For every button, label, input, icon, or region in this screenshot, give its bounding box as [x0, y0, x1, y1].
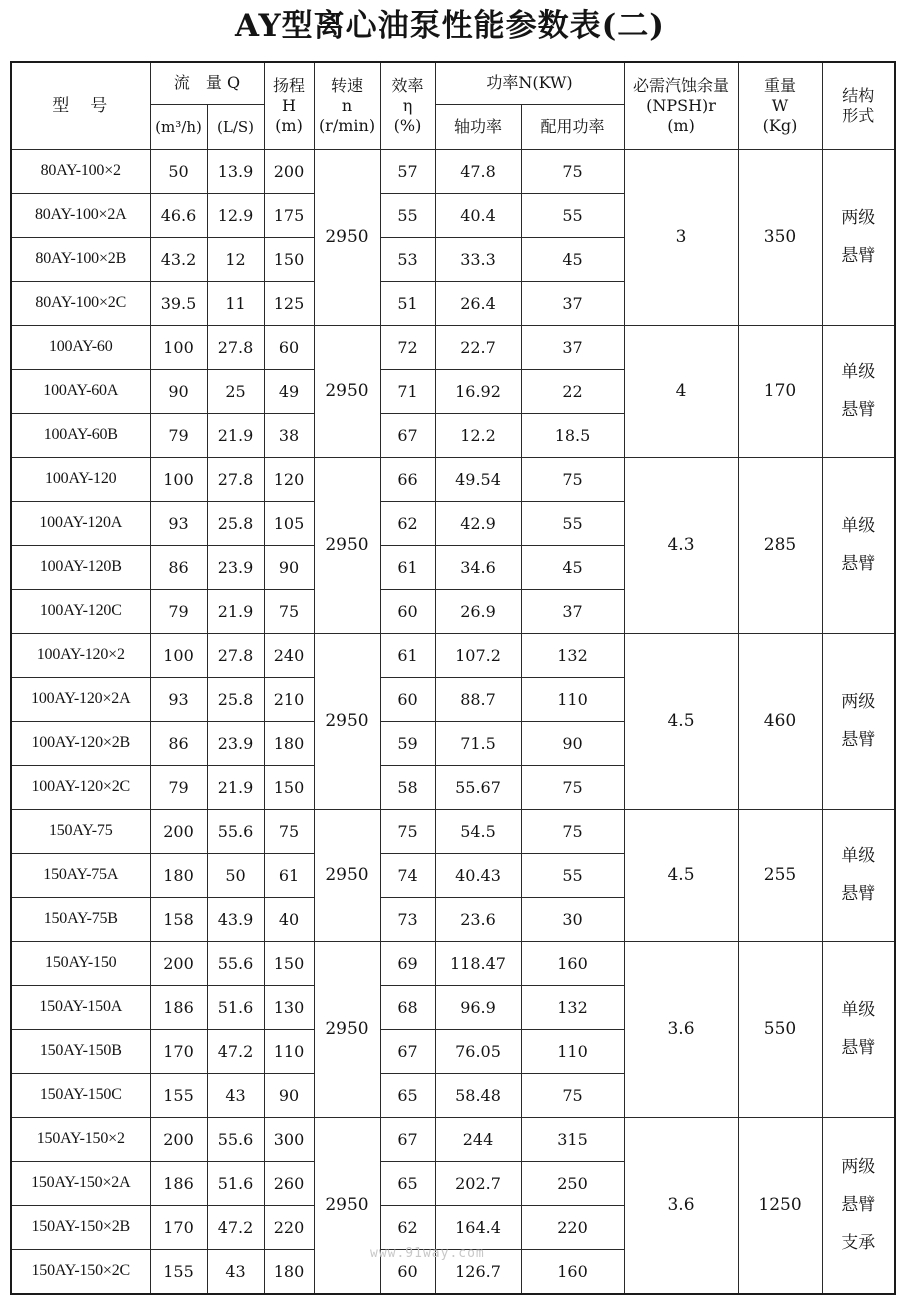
cell-npsh: 4.5 [624, 809, 738, 941]
cell-shaft-power: 126.7 [435, 1249, 521, 1294]
cell-structure [822, 1117, 895, 1294]
cell-efficiency: 57 [380, 149, 435, 193]
cell-flow-m3h: 200 [150, 941, 207, 985]
cell-motor-power: 37 [521, 325, 624, 369]
cell-weight: 350 [738, 149, 822, 325]
cell-head: 90 [264, 545, 314, 589]
cell-head: 49 [264, 369, 314, 413]
cell-head: 175 [264, 193, 314, 237]
cell-motor-power: 45 [521, 545, 624, 589]
cell-head: 40 [264, 897, 314, 941]
cell-motor-power: 75 [521, 149, 624, 193]
cell-model: 150AY-150 [11, 941, 150, 985]
cell-flow-m3h: 79 [150, 589, 207, 633]
cell-shaft-power: 71.5 [435, 721, 521, 765]
cell-motor-power: 90 [521, 721, 624, 765]
cell-flow-m3h: 39.5 [150, 281, 207, 325]
cell-motor-power: 37 [521, 589, 624, 633]
cell-flow-ls: 21.9 [207, 413, 264, 457]
cell-flow-m3h: 93 [150, 677, 207, 721]
cell-flow-m3h: 170 [150, 1029, 207, 1073]
structure-line: 悬臂 [841, 246, 876, 266]
cell-motor-power: 37 [521, 281, 624, 325]
cell-efficiency: 51 [380, 281, 435, 325]
cell-head: 150 [264, 941, 314, 985]
cell-flow-ls: 55.6 [207, 941, 264, 985]
cell-shaft-power: 54.5 [435, 809, 521, 853]
cell-flow-ls: 50 [207, 853, 264, 897]
cell-model: 150AY-75B [11, 897, 150, 941]
cell-flow-ls: 43 [207, 1249, 264, 1294]
table-row [11, 325, 895, 369]
cell-flow-m3h: 86 [150, 721, 207, 765]
cell-head: 120 [264, 457, 314, 501]
cell-flow-m3h: 180 [150, 853, 207, 897]
cell-efficiency: 73 [380, 897, 435, 941]
cell-efficiency: 62 [380, 1205, 435, 1249]
cell-flow-ls: 11 [207, 281, 264, 325]
cell-model: 150AY-75 [11, 809, 150, 853]
cell-flow-m3h: 50 [150, 149, 207, 193]
cell-flow-m3h: 200 [150, 1117, 207, 1161]
cell-model: 100AY-120A [11, 501, 150, 545]
cell-head: 200 [264, 149, 314, 193]
cell-flow-ls: 27.8 [207, 633, 264, 677]
cell-efficiency: 67 [380, 1029, 435, 1073]
cell-shaft-power: 58.48 [435, 1073, 521, 1117]
cell-head: 75 [264, 809, 314, 853]
cell-motor-power: 55 [521, 501, 624, 545]
table-row [11, 1117, 895, 1161]
cell-model: 100AY-120 [11, 457, 150, 501]
cell-head: 125 [264, 281, 314, 325]
cell-weight: 550 [738, 941, 822, 1117]
cell-speed: 2950 [314, 809, 380, 941]
cell-model: 100AY-120×2B [11, 721, 150, 765]
cell-flow-ls: 51.6 [207, 985, 264, 1029]
cell-shaft-power: 40.43 [435, 853, 521, 897]
cell-motor-power: 250 [521, 1161, 624, 1205]
cell-head: 220 [264, 1205, 314, 1249]
cell-flow-m3h: 100 [150, 457, 207, 501]
cell-motor-power: 75 [521, 809, 624, 853]
cell-shaft-power: 55.67 [435, 765, 521, 809]
cell-head: 105 [264, 501, 314, 545]
cell-speed: 2950 [314, 633, 380, 809]
cell-weight: 460 [738, 633, 822, 809]
structure-line: 两级 [841, 1157, 876, 1177]
cell-model: 100AY-60B [11, 413, 150, 457]
cell-motor-power: 22 [521, 369, 624, 413]
cell-flow-m3h: 155 [150, 1073, 207, 1117]
cell-motor-power: 75 [521, 457, 624, 501]
cell-flow-ls: 27.8 [207, 325, 264, 369]
cell-head: 300 [264, 1117, 314, 1161]
cell-model: 100AY-120B [11, 545, 150, 589]
cell-flow-m3h: 100 [150, 325, 207, 369]
cell-efficiency: 67 [380, 1117, 435, 1161]
cell-flow-m3h: 100 [150, 633, 207, 677]
structure-line: 单级 [841, 516, 876, 536]
cell-efficiency: 71 [380, 369, 435, 413]
cell-shaft-power: 96.9 [435, 985, 521, 1029]
cell-efficiency: 61 [380, 633, 435, 677]
cell-motor-power: 18.5 [521, 413, 624, 457]
cell-shaft-power: 202.7 [435, 1161, 521, 1205]
cell-shaft-power: 22.7 [435, 325, 521, 369]
cell-flow-m3h: 79 [150, 765, 207, 809]
cell-shaft-power: 76.05 [435, 1029, 521, 1073]
cell-motor-power: 132 [521, 985, 624, 1029]
header-structure: 结构 形式 [822, 62, 895, 149]
cell-model: 100AY-120×2C [11, 765, 150, 809]
header-npsh: 必需汽蚀余量 (NPSH)r (m) [624, 62, 738, 149]
cell-head: 210 [264, 677, 314, 721]
cell-head: 38 [264, 413, 314, 457]
cell-weight: 170 [738, 325, 822, 457]
cell-motor-power: 55 [521, 193, 624, 237]
cell-model: 150AY-75A [11, 853, 150, 897]
structure-line: 悬臂 [841, 884, 876, 904]
cell-head: 240 [264, 633, 314, 677]
cell-efficiency: 65 [380, 1161, 435, 1205]
header-head: 扬程 H (m) [264, 62, 314, 149]
header-speed: 转速 n (r/min) [314, 62, 380, 149]
cell-flow-m3h: 79 [150, 413, 207, 457]
cell-flow-ls: 21.9 [207, 589, 264, 633]
cell-shaft-power: 164.4 [435, 1205, 521, 1249]
cell-npsh: 4.5 [624, 633, 738, 809]
cell-flow-m3h: 170 [150, 1205, 207, 1249]
cell-structure [822, 325, 895, 457]
cell-efficiency: 67 [380, 413, 435, 457]
cell-efficiency: 72 [380, 325, 435, 369]
cell-motor-power: 132 [521, 633, 624, 677]
cell-shaft-power: 107.2 [435, 633, 521, 677]
cell-model: 100AY-120×2 [11, 633, 150, 677]
cell-shaft-power: 26.9 [435, 589, 521, 633]
structure-line: 支承 [841, 1233, 876, 1253]
cell-head: 260 [264, 1161, 314, 1205]
cell-flow-m3h: 90 [150, 369, 207, 413]
cell-flow-ls: 47.2 [207, 1029, 264, 1073]
cell-flow-ls: 55.6 [207, 1117, 264, 1161]
cell-shaft-power: 26.4 [435, 281, 521, 325]
cell-model: 100AY-120×2A [11, 677, 150, 721]
header-flow-ls: (L/S) [207, 104, 264, 149]
cell-efficiency: 69 [380, 941, 435, 985]
structure-line: 两级 [841, 692, 876, 712]
cell-shaft-power: 33.3 [435, 237, 521, 281]
structure-line: 悬臂 [841, 730, 876, 750]
cell-structure [822, 941, 895, 1117]
cell-shaft-power: 49.54 [435, 457, 521, 501]
cell-shaft-power: 34.6 [435, 545, 521, 589]
cell-shaft-power: 88.7 [435, 677, 521, 721]
cell-head: 180 [264, 721, 314, 765]
cell-structure [822, 633, 895, 809]
cell-speed: 2950 [314, 1117, 380, 1294]
cell-npsh: 3.6 [624, 941, 738, 1117]
table-row [11, 809, 895, 853]
document-title: AY型离心油泵性能参数表(二) [235, 8, 665, 44]
cell-model: 150AY-150C [11, 1073, 150, 1117]
cell-flow-ls: 25.8 [207, 501, 264, 545]
cell-flow-ls: 43.9 [207, 897, 264, 941]
cell-efficiency: 65 [380, 1073, 435, 1117]
cell-efficiency: 60 [380, 1249, 435, 1294]
header-weight: 重量 W (Kg) [738, 62, 822, 149]
header-shaft-power: 轴功率 [435, 104, 521, 149]
cell-model: 80AY-100×2 [11, 149, 150, 193]
cell-head: 180 [264, 1249, 314, 1294]
header-efficiency: 效率 η (%) [380, 62, 435, 149]
cell-efficiency: 61 [380, 545, 435, 589]
cell-head: 150 [264, 237, 314, 281]
cell-head: 130 [264, 985, 314, 1029]
header-model: 型 号 [11, 62, 150, 149]
cell-head: 150 [264, 765, 314, 809]
cell-npsh: 4 [624, 325, 738, 457]
pump-spec-table [10, 61, 896, 1295]
cell-model: 100AY-60A [11, 369, 150, 413]
cell-motor-power: 30 [521, 897, 624, 941]
cell-flow-ls: 25.8 [207, 677, 264, 721]
cell-motor-power: 315 [521, 1117, 624, 1161]
cell-structure [822, 809, 895, 941]
cell-head: 110 [264, 1029, 314, 1073]
table-row [11, 457, 895, 501]
cell-npsh: 3.6 [624, 1117, 738, 1294]
cell-motor-power: 45 [521, 237, 624, 281]
cell-flow-m3h: 200 [150, 809, 207, 853]
structure-line: 悬臂 [841, 554, 876, 574]
cell-speed: 2950 [314, 325, 380, 457]
cell-efficiency: 55 [380, 193, 435, 237]
cell-efficiency: 60 [380, 677, 435, 721]
watermark: www.91way.com [370, 1246, 485, 1261]
cell-shaft-power: 42.9 [435, 501, 521, 545]
structure-line: 两级 [841, 208, 876, 228]
header-flow-m3h: (m³/h) [150, 104, 207, 149]
cell-shaft-power: 23.6 [435, 897, 521, 941]
cell-model: 150AY-150×2B [11, 1205, 150, 1249]
cell-motor-power: 55 [521, 853, 624, 897]
cell-motor-power: 160 [521, 1249, 624, 1294]
cell-flow-m3h: 158 [150, 897, 207, 941]
cell-flow-ls: 23.9 [207, 545, 264, 589]
cell-efficiency: 74 [380, 853, 435, 897]
cell-flow-m3h: 186 [150, 1161, 207, 1205]
structure-line: 悬臂 [841, 1038, 876, 1058]
header-flow: 流 量 Q [150, 62, 264, 104]
cell-model: 150AY-150A [11, 985, 150, 1029]
cell-head: 61 [264, 853, 314, 897]
cell-efficiency: 62 [380, 501, 435, 545]
cell-flow-ls: 47.2 [207, 1205, 264, 1249]
cell-shaft-power: 47.8 [435, 149, 521, 193]
cell-shaft-power: 244 [435, 1117, 521, 1161]
cell-speed: 2950 [314, 457, 380, 633]
cell-npsh: 4.3 [624, 457, 738, 633]
cell-flow-ls: 12 [207, 237, 264, 281]
cell-npsh: 3 [624, 149, 738, 325]
structure-line: 单级 [841, 846, 876, 866]
cell-flow-m3h: 86 [150, 545, 207, 589]
cell-efficiency: 68 [380, 985, 435, 1029]
structure-line: 悬臂 [841, 400, 876, 420]
cell-flow-ls: 21.9 [207, 765, 264, 809]
cell-model: 150AY-150B [11, 1029, 150, 1073]
structure-line: 单级 [841, 362, 876, 382]
cell-flow-ls: 27.8 [207, 457, 264, 501]
cell-flow-m3h: 155 [150, 1249, 207, 1294]
header-power: 功率N(KW) [435, 62, 624, 104]
table-row [11, 149, 895, 193]
cell-model: 150AY-150×2 [11, 1117, 150, 1161]
cell-flow-ls: 25 [207, 369, 264, 413]
table-row [11, 941, 895, 985]
cell-model: 100AY-120C [11, 589, 150, 633]
cell-head: 90 [264, 1073, 314, 1117]
cell-head: 75 [264, 589, 314, 633]
cell-motor-power: 75 [521, 1073, 624, 1117]
cell-model: 150AY-150×2A [11, 1161, 150, 1205]
cell-shaft-power: 118.47 [435, 941, 521, 985]
cell-flow-ls: 55.6 [207, 809, 264, 853]
cell-efficiency: 75 [380, 809, 435, 853]
cell-motor-power: 160 [521, 941, 624, 985]
cell-model: 150AY-150×2C [11, 1249, 150, 1294]
cell-efficiency: 59 [380, 721, 435, 765]
cell-flow-ls: 23.9 [207, 721, 264, 765]
cell-flow-ls: 12.9 [207, 193, 264, 237]
cell-motor-power: 110 [521, 1029, 624, 1073]
cell-model: 80AY-100×2A [11, 193, 150, 237]
cell-structure [822, 457, 895, 633]
cell-motor-power: 220 [521, 1205, 624, 1249]
cell-motor-power: 110 [521, 677, 624, 721]
cell-shaft-power: 16.92 [435, 369, 521, 413]
structure-line: 悬臂 [841, 1195, 876, 1215]
cell-efficiency: 58 [380, 765, 435, 809]
cell-motor-power: 75 [521, 765, 624, 809]
cell-shaft-power: 12.2 [435, 413, 521, 457]
cell-efficiency: 53 [380, 237, 435, 281]
cell-flow-m3h: 93 [150, 501, 207, 545]
cell-weight: 255 [738, 809, 822, 941]
cell-model: 100AY-60 [11, 325, 150, 369]
cell-model: 80AY-100×2C [11, 281, 150, 325]
table-row [11, 633, 895, 677]
cell-flow-ls: 51.6 [207, 1161, 264, 1205]
cell-speed: 2950 [314, 941, 380, 1117]
cell-weight: 285 [738, 457, 822, 633]
cell-flow-m3h: 46.6 [150, 193, 207, 237]
cell-structure [822, 149, 895, 325]
cell-weight: 1250 [738, 1117, 822, 1294]
cell-efficiency: 60 [380, 589, 435, 633]
cell-efficiency: 66 [380, 457, 435, 501]
cell-flow-ls: 43 [207, 1073, 264, 1117]
header-motor-power: 配用功率 [521, 104, 624, 149]
cell-speed: 2950 [314, 149, 380, 325]
structure-line: 单级 [841, 1000, 876, 1020]
cell-model: 80AY-100×2B [11, 237, 150, 281]
cell-flow-m3h: 43.2 [150, 237, 207, 281]
cell-flow-ls: 13.9 [207, 149, 264, 193]
cell-flow-m3h: 186 [150, 985, 207, 1029]
cell-head: 60 [264, 325, 314, 369]
table-body [11, 149, 895, 1294]
cell-shaft-power: 40.4 [435, 193, 521, 237]
table-header [11, 62, 895, 149]
